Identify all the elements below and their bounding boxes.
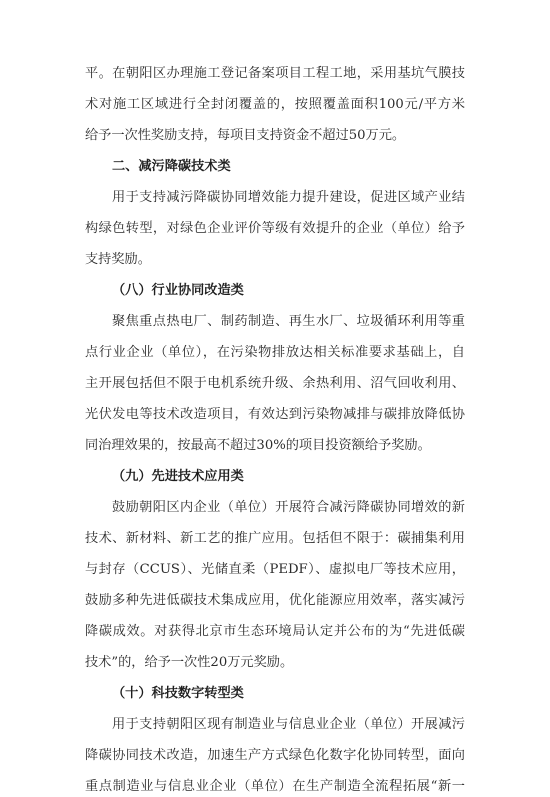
body-line: 聚焦重点热电厂、制药制造、再生水厂、垃圾循环利用等重 [112,314,465,329]
subsection-heading: （十）科技数字转型类 [112,686,244,701]
body-line: 降碳成效。对获得北京市生态环境局认定并公布的为“先进低碳 [85,624,465,639]
body-line: 光伏发电等技术改造项目，有效达到污染物减排与碳排放降低协 [85,407,465,422]
body-line: 用于支持朝阳区现有制造业与信息业企业（单位）开展减污 [112,717,465,732]
body-line: 主开展包括但不限于电机系统升级、余热利用、沼气回收利用、 [85,376,465,391]
body-line: 用于支持减污降碳协同增效能力提升建设，促进区域产业结 [112,190,465,205]
body-line: 技术、新材料、新工艺的推广应用。包括但不限于：碳捕集利用 [85,531,465,546]
body-line: 平。在朝阳区办理施工登记备案项目工程工地，采用基坑气膜技 [85,66,465,81]
body-line: 鼓励朝阳区内企业（单位）开展符合减污降碳协同增效的新 [112,500,465,515]
body-line: 降碳协同技术改造，加速生产方式绿色化数字化协同转型，面向 [85,748,465,763]
subsection-heading: （九）先进技术应用类 [112,469,244,484]
body-line: 支持奖励。 [85,252,151,267]
body-line: 与封存（CCUS）、光储直柔（PEDF）、虚拟电厂等技术应用， [85,562,465,577]
body-line: 同治理效果的，按最高不超过30%的项目投资额给予奖励。 [85,438,431,453]
subsection-heading: （八）行业协同改造类 [112,283,244,298]
body-line: 重点制造业与信息业企业（单位）在生产制造全流程拓展“新一 [85,779,465,794]
body-line: 构绿色转型，对绿色企业评价等级有效提升的企业（单位）给予 [85,221,465,236]
body-line: 鼓励多种先进低碳技术集成应用，优化能源应用效率，落实减污 [85,593,465,608]
body-line: 术对施工区域进行全封闭覆盖的，按照覆盖面积100元/平方米 [85,97,465,112]
body-line: 给予一次性奖励支持，每项目支持资金不超过50万元。 [85,128,406,143]
body-line: 技术”的，给予一次性20万元奖励。 [85,655,294,670]
body-line: 点行业企业（单位），在污染物排放达相关标准要求基础上，自 [85,345,465,360]
section-heading: 二、减污降碳技术类 [112,159,231,174]
